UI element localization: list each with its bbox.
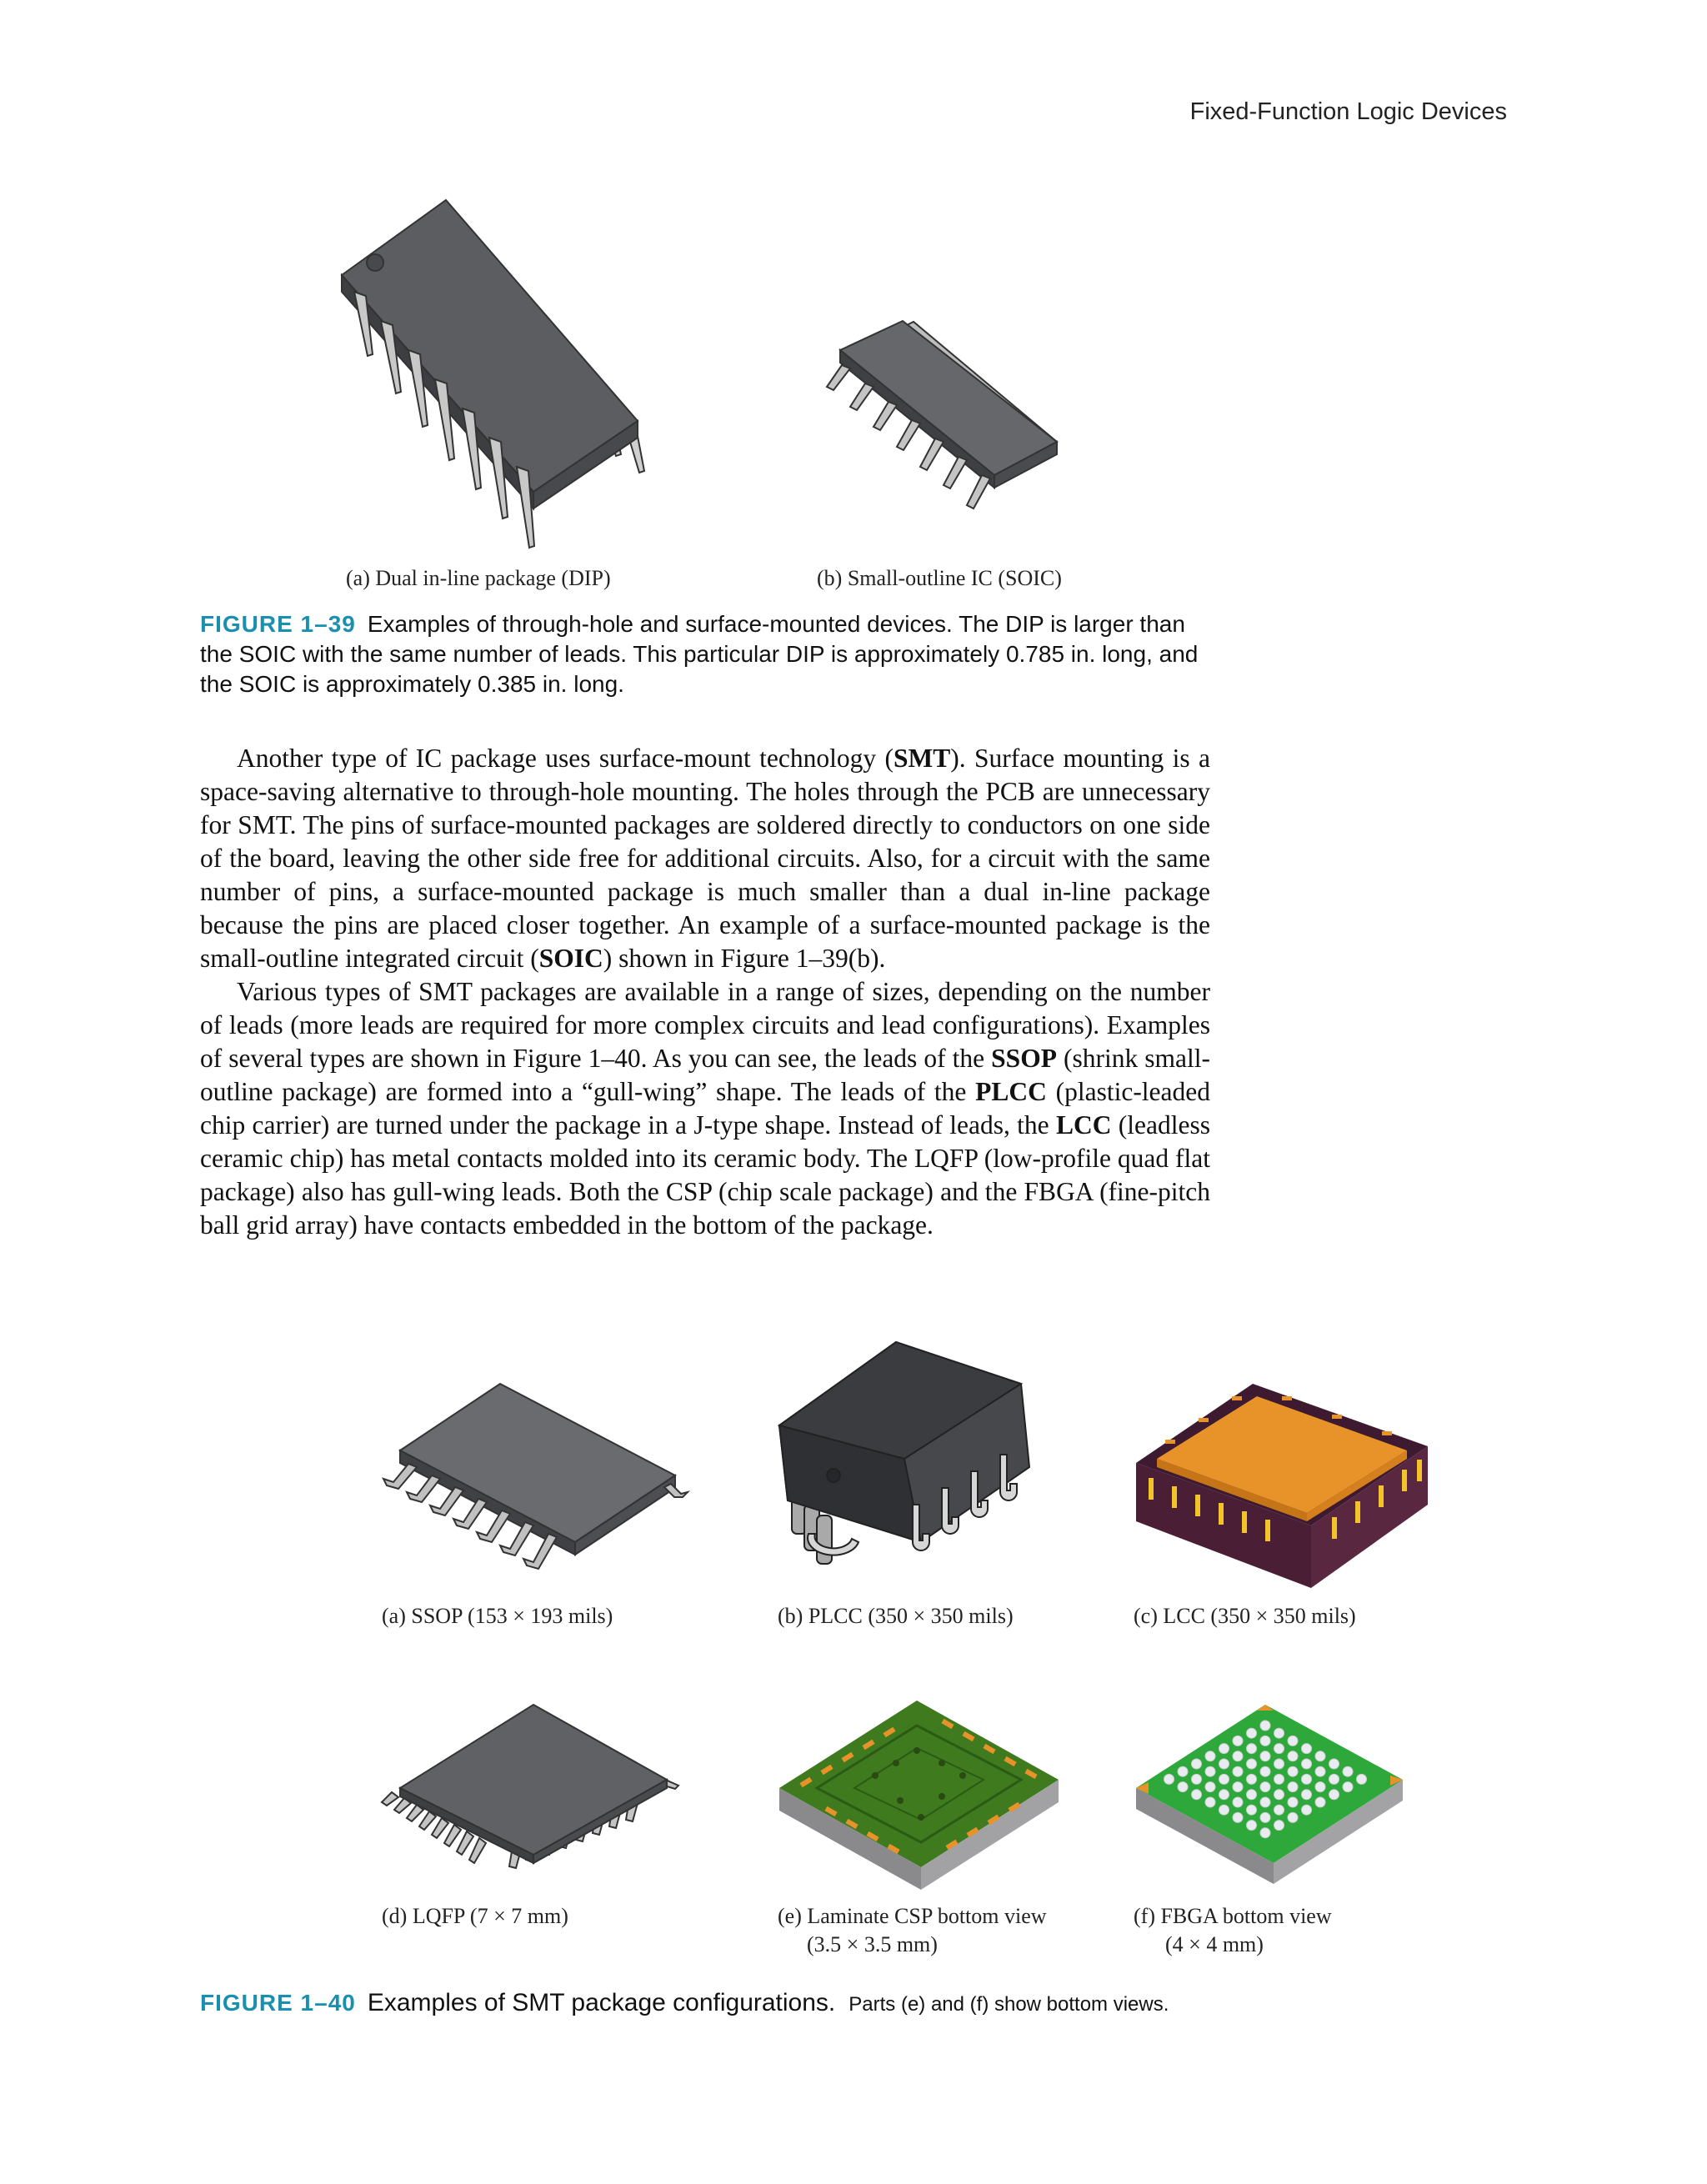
fbga-ball bbox=[1178, 1782, 1188, 1792]
term-ssop: SSOP bbox=[991, 1044, 1057, 1073]
fbga-ball bbox=[1260, 1828, 1270, 1838]
fbga-ball bbox=[1247, 1728, 1257, 1738]
fbga-ball bbox=[1219, 1805, 1229, 1815]
fbga-ball bbox=[1205, 1797, 1215, 1807]
fbga-ball bbox=[1302, 1790, 1312, 1800]
figure-39a-caption: (a) Dual in-line package (DIP) bbox=[346, 566, 611, 590]
ssop-package-image bbox=[375, 1375, 692, 1592]
fbga-ball bbox=[1274, 1774, 1284, 1784]
fbga-ball bbox=[1164, 1774, 1174, 1784]
fbga-ball bbox=[1260, 1812, 1270, 1822]
figure-40-label: FIGURE 1–40 bbox=[200, 1990, 356, 2016]
fbga-ball bbox=[1274, 1759, 1284, 1769]
figure-39b-caption: (b) Small-outline IC (SOIC) bbox=[817, 566, 1062, 590]
fbga-ball bbox=[1288, 1797, 1298, 1807]
fbga-ball bbox=[1247, 1790, 1257, 1800]
fbga-ball bbox=[1247, 1821, 1257, 1831]
figure-40f-caption-line2: (4 × 4 mm) bbox=[1165, 1932, 1264, 1956]
fbga-ball bbox=[1288, 1751, 1298, 1761]
fbga-ball bbox=[1274, 1790, 1284, 1800]
fbga-ball bbox=[1302, 1774, 1312, 1784]
fbga-ball bbox=[1260, 1721, 1270, 1731]
lcc-package-image bbox=[1132, 1380, 1432, 1596]
fbga-ball bbox=[1260, 1736, 1270, 1746]
fbga-ball bbox=[1219, 1759, 1229, 1769]
fbga-ball bbox=[1219, 1774, 1229, 1784]
fbga-ball bbox=[1302, 1759, 1312, 1769]
fbga-ball bbox=[1233, 1736, 1243, 1746]
fbga-ball bbox=[1302, 1744, 1312, 1754]
term-plcc: PLCC bbox=[975, 1077, 1047, 1106]
fbga-package-image bbox=[1132, 1701, 1407, 1884]
fbga-ball bbox=[1233, 1782, 1243, 1792]
fbga-ball bbox=[1219, 1744, 1229, 1754]
paragraph-2: Various types of SMT packages are available in a range of sizes, depending on the number of leads (more leads are required for more complex circuits and lead configurations). Examples of several types are shown in Figure 1–40. As you can see, the leads of the SSOP (shrink small-outline package) are formed into a “gull-wing” shape. The leads of the PLCC (plastic-leaded chip carrier) are turned under the package in a J-type shape. Instead of leads, the LCC (leadless ceramic chip) has metal contacts molded into its ceramic body. The LQFP (low-profile quad flat package) also has gull-wing leads. Both the CSP (chip scale package) and the FBGA (fine-pitch ball grid array) have contacts embedded in the bottom of the package. bbox=[200, 977, 1210, 1240]
fbga-ball bbox=[1205, 1782, 1215, 1792]
figure-40c-caption: (c) LCC (350 × 350 mils) bbox=[1134, 1604, 1356, 1628]
fbga-ball bbox=[1233, 1766, 1243, 1776]
fbga-ball bbox=[1329, 1774, 1339, 1784]
term-smt: SMT bbox=[893, 744, 951, 773]
fbga-ball bbox=[1315, 1766, 1325, 1776]
figure-40a-caption: (a) SSOP (153 × 193 mils) bbox=[382, 1604, 613, 1628]
fbga-ball bbox=[1302, 1805, 1312, 1815]
fbga-ball bbox=[1205, 1766, 1215, 1776]
fbga-ball bbox=[1247, 1744, 1257, 1754]
fbga-ball bbox=[1274, 1728, 1284, 1738]
fbga-ball bbox=[1288, 1782, 1298, 1792]
fbga-ball bbox=[1233, 1797, 1243, 1807]
running-head: Fixed-Function Logic Devices bbox=[1189, 98, 1507, 125]
fbga-ball bbox=[1260, 1782, 1270, 1792]
figure-40b-caption: (b) PLCC (350 × 350 mils) bbox=[778, 1604, 1014, 1628]
fbga-ball bbox=[1260, 1751, 1270, 1761]
plcc-package-image bbox=[771, 1334, 1079, 1600]
fbga-ball bbox=[1288, 1736, 1298, 1746]
fbga-ball bbox=[1247, 1759, 1257, 1769]
fbga-ball bbox=[1192, 1759, 1202, 1769]
fbga-ball bbox=[1288, 1766, 1298, 1776]
figure-40-text: Examples of SMT package configurations. bbox=[367, 1989, 836, 2016]
fbga-ball bbox=[1288, 1812, 1298, 1822]
fbga-ball bbox=[1192, 1790, 1202, 1800]
figure-39-label: FIGURE 1–39 bbox=[200, 611, 356, 637]
fbga-ball bbox=[1357, 1774, 1367, 1784]
figure-39-caption bbox=[200, 609, 1217, 699]
soic-package-image bbox=[815, 317, 1074, 533]
fbga-ball bbox=[1260, 1797, 1270, 1807]
figure-40d-caption: (d) LQFP (7 × 7 mm) bbox=[382, 1904, 568, 1928]
fbga-ball bbox=[1192, 1774, 1202, 1784]
figure-40e-caption-line2: (3.5 × 3.5 mm) bbox=[807, 1932, 938, 1956]
term-soic: SOIC bbox=[538, 944, 603, 973]
fbga-ball bbox=[1329, 1790, 1339, 1800]
dip-package-image bbox=[329, 196, 663, 554]
fbga-ball bbox=[1219, 1790, 1229, 1800]
fbga-ball bbox=[1274, 1805, 1284, 1815]
body-text bbox=[200, 742, 1210, 1242]
fbga-ball bbox=[1233, 1812, 1243, 1822]
paragraph-1: Another type of IC package uses surface-mount technology (SMT). Surface mounting is a space-saving alternative to through-hole mounting. The holes through the PCB are unnecessary for SMT. The pins of surface-mounted packages are soldered directly to conductors on one side of the board, leaving the other side free for additional circuits. Also, for a circuit with the same number of pins, a surface-mounted package is much smaller than a dual in-line package because the pins are placed closer together. An example of a surface-mounted package is the small-outline integrated circuit (SOIC) shown in Figure 1–39(b). bbox=[200, 744, 1210, 973]
figure-40f-caption-line1: (f) FBGA bottom view bbox=[1134, 1904, 1332, 1928]
fbga-ball bbox=[1329, 1759, 1339, 1769]
fbga-ball bbox=[1315, 1782, 1325, 1792]
figure-40e-caption-line1: (e) Laminate CSP bottom view bbox=[778, 1904, 1047, 1928]
fbga-ball bbox=[1247, 1774, 1257, 1784]
fbga-ball bbox=[1315, 1751, 1325, 1761]
fbga-ball bbox=[1343, 1766, 1353, 1776]
lqfp-package-image bbox=[375, 1696, 692, 1876]
fbga-ball bbox=[1233, 1751, 1243, 1761]
fbga-ball bbox=[1247, 1805, 1257, 1815]
fbga-ball bbox=[1178, 1766, 1188, 1776]
term-lcc: LCC bbox=[1055, 1110, 1112, 1140]
figure-40-text-small: Parts (e) and (f) show bottom views. bbox=[848, 1993, 1169, 2016]
fbga-ball bbox=[1315, 1797, 1325, 1807]
figure-40-caption bbox=[200, 1988, 1192, 2020]
figure-39-text: Examples of through-hole and surface-mounted devices. The DIP is larger than the SOIC with the same number of leads. This particular DIP is approximately 0.785 in. long, and the SOIC is approximately 0.385 in. long. bbox=[200, 611, 1199, 697]
fbga-ball bbox=[1260, 1766, 1270, 1776]
csp-package-image bbox=[775, 1696, 1067, 1892]
fbga-ball bbox=[1274, 1744, 1284, 1754]
fbga-ball bbox=[1274, 1821, 1284, 1831]
fbga-ball bbox=[1205, 1751, 1215, 1761]
fbga-ball bbox=[1343, 1782, 1353, 1792]
